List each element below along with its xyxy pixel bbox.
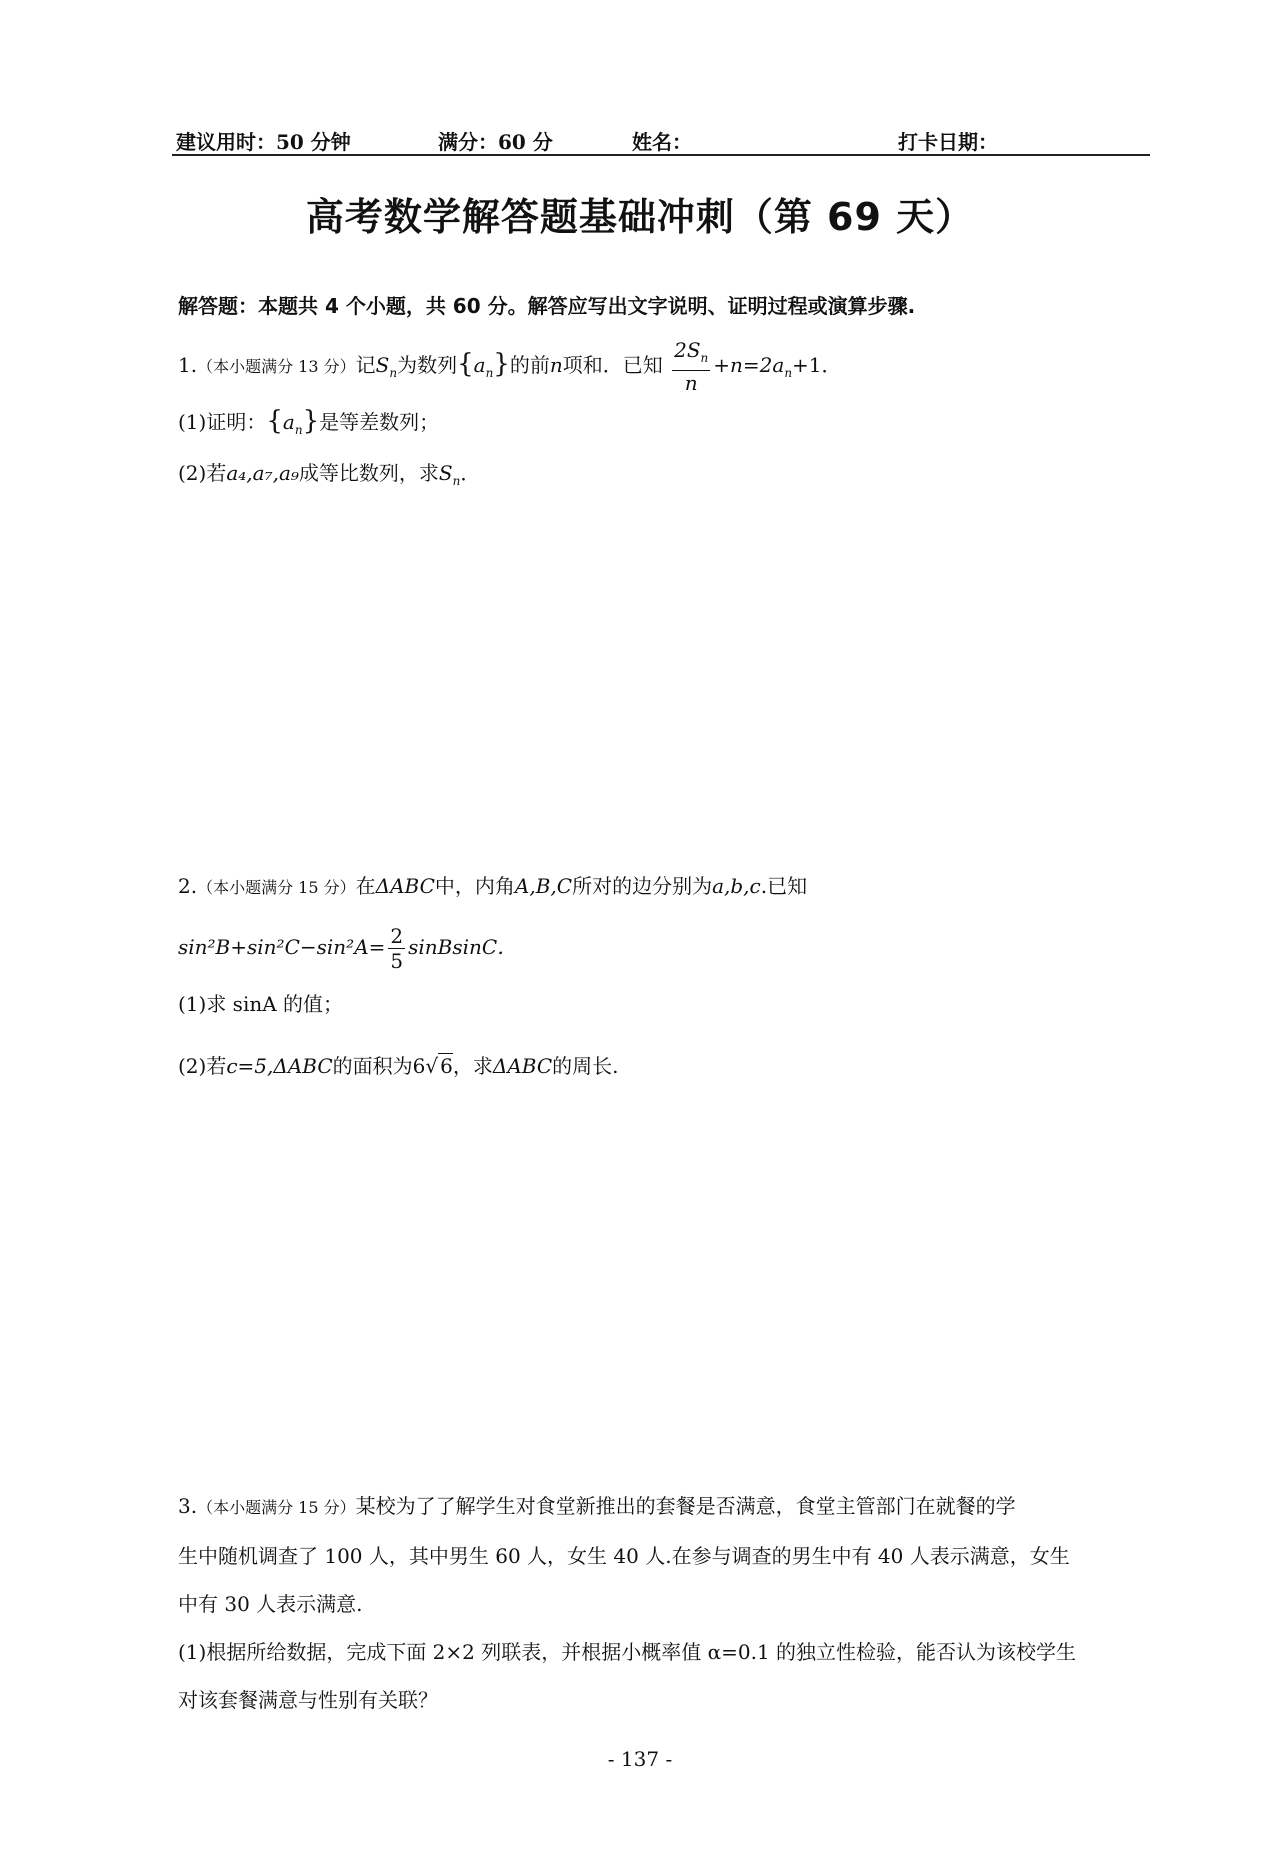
q2-coef: 6	[412, 1054, 426, 1078]
q3-score: （本小题满分 15 分）	[197, 1498, 356, 1517]
q3-line4: (1)根据所给数据，完成下面 2×2 列联表，并根据小概率值 α=0.1 的独立性检验，能否认为该校学生	[178, 1640, 1077, 1664]
q2-text-d: .已知	[760, 874, 808, 898]
q1-part1-an: $a_n$	[282, 410, 303, 437]
q2-text-a: 在	[355, 874, 376, 898]
q2-score: （本小题满分 15 分）	[197, 878, 356, 897]
header-bar	[172, 124, 1150, 156]
q3-number: 3.	[178, 1494, 198, 1518]
q1-part1-label: (1)证明：	[178, 410, 267, 434]
score-label: 满分：60 分	[438, 130, 553, 154]
q2-eq-left: sin²B+sin²C−sin²A=	[178, 935, 386, 959]
q3-line5: 对该套餐满意与性别有关联？	[178, 1688, 438, 1712]
q2-number: 2.	[178, 874, 198, 898]
date-field	[898, 126, 1122, 155]
q1-an: $a_n$	[473, 353, 494, 380]
q3-line1	[178, 1490, 1016, 1519]
q1-eq-rest: +n=2a	[713, 353, 785, 377]
q1-part1	[178, 406, 439, 437]
page-number: - 137 -	[607, 1747, 673, 1771]
q1-sn: $S_n$	[375, 353, 398, 380]
q2-part2-end: 的周长.	[552, 1054, 619, 1078]
q1-eq-sub: n	[784, 366, 793, 380]
q2-part2	[178, 1050, 619, 1079]
q2-part2-label: (2)若	[178, 1054, 227, 1078]
q3-line3: 中有 30 人表示满意.	[178, 1592, 363, 1616]
q2-equation	[178, 924, 517, 973]
q1-score: （本小题满分 13 分）	[197, 357, 356, 376]
instructions: 解答题：本题共 4 个小题，共 60 分。解答应写出文字说明、证明过程或演算步骤.	[178, 294, 916, 318]
date-label: 打卡日期：	[898, 130, 998, 154]
q1-stem	[178, 338, 842, 395]
q2-part2-triangle: ΔABC	[492, 1054, 553, 1078]
name-label: 姓名：	[632, 130, 692, 154]
q2-part2-text: 的面积为	[332, 1054, 413, 1078]
q2-text-b: 中，内角	[434, 874, 515, 898]
q2-text-c: 所对的边分别为	[572, 874, 713, 898]
q1-fraction: $\frac{2S_n}{n}$	[674, 338, 709, 395]
q1-part1-brace-close: }	[302, 406, 320, 436]
q1-text-c: 的前	[509, 353, 550, 377]
q1-part1-text: 是等差数列；	[319, 410, 440, 434]
q2-eq-right: sinBsinC．	[408, 935, 518, 959]
q1-part2-label: (2)若	[178, 461, 227, 485]
q1-text-a: 记	[355, 353, 376, 377]
q1-part2	[178, 457, 480, 488]
q1-eq-end: +1．	[792, 353, 842, 377]
sqrt-symbol: √	[425, 1054, 439, 1078]
q2-part2-text2: ，求	[452, 1054, 493, 1078]
q2-part1: (1)求 sinA 的值；	[178, 992, 344, 1016]
q1-number: 1.	[178, 353, 198, 377]
q2-triangle: ΔABC	[375, 874, 435, 898]
q3-line2: 生中随机调查了 100 人，其中男生 60 人，女生 40 人.在参与调查的男生中有 40 人表示满意，女生	[178, 1544, 1070, 1568]
q1-part2-sn: $S_n$	[438, 461, 461, 488]
q1-brace-open: {	[457, 349, 474, 379]
q2-part2-c: c=5,ΔABC	[226, 1054, 333, 1078]
q2-angles: A,B,C	[514, 874, 573, 898]
q2-radicand: 6	[440, 1054, 453, 1078]
page-title: 高考数学解答题基础冲刺（第 69 天）	[305, 195, 975, 239]
q1-text-d: 项和．已知	[562, 353, 663, 377]
q2-stem	[178, 870, 807, 899]
q1-n: n	[549, 353, 563, 377]
q3-text-1: 某校为了了解学生对食堂新推出的套餐是否满意，食堂主管部门在就餐的学	[355, 1494, 1016, 1518]
q1-part2-end: ．	[460, 461, 481, 485]
q1-part1-brace-open: {	[266, 406, 283, 436]
q1-part2-text: 成等比数列，求	[298, 461, 439, 485]
name-blank	[698, 134, 816, 155]
q2-fraction: $\frac{2}{5}$	[390, 924, 404, 973]
time-label: 建议用时：50 分钟	[176, 130, 351, 154]
q1-brace-close: }	[493, 349, 510, 379]
name-field	[632, 126, 816, 155]
date-blank	[1004, 134, 1122, 155]
q1-part2-seq: a₄,a₇,a₉	[226, 461, 299, 485]
q2-sides: a,b,c	[712, 874, 761, 898]
q1-text-b: 为数列	[397, 353, 458, 377]
